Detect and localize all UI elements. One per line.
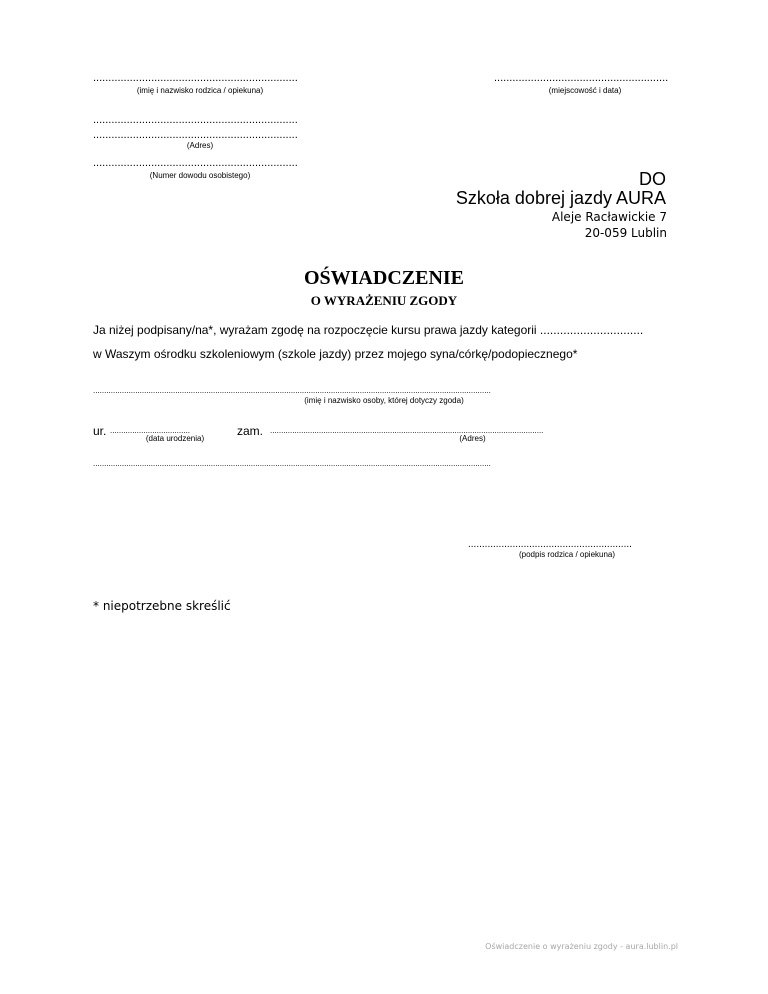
parent-name-caption: (imię i nazwisko rodzica / opiekuna)	[136, 86, 264, 95]
born-label: ur.	[93, 424, 107, 438]
person-name-dots[interactable]: ...................................................................................................................................................................................	[93, 386, 491, 395]
person-name-caption: (imię i nazwisko osoby, której dotyczy zgoda)	[304, 396, 464, 405]
parent-name-dots[interactable]: ...................................................................	[93, 72, 298, 84]
signature-caption: (podpis rodzica / opiekuna)	[518, 550, 616, 559]
address-caption: (Adres)	[186, 141, 214, 150]
document-subtitle	[0, 293, 768, 309]
extra-address-dots[interactable]: ...................................................................................................................................................................................	[93, 459, 491, 468]
place-date-caption: (miejscowość i data)	[548, 86, 622, 95]
consent-line-2: w Waszym ośrodku szkoleniowym (szkole jazdy) przez mojego syna/córkę/podopiecznego*	[93, 347, 578, 361]
place-date-dots[interactable]: .........................................................	[494, 72, 669, 84]
document-subtitle-text: O WYRAŻENIU ZGODY	[310, 293, 458, 308]
signature-dots[interactable]: ...........................................................	[468, 539, 632, 550]
recipient-street: Aleje Racławickie 7	[551, 210, 667, 224]
recipient-to: DO	[639, 169, 666, 189]
consent-line-1: Ja niżej podpisany/na*, wyrażam zgodę na rozpoczęcie kursu prawa jazdy kategorii ...............................	[93, 323, 644, 337]
born-caption: (data urodzenia)	[145, 434, 205, 443]
residence-label: zam.	[237, 424, 264, 438]
residence-caption: (Adres)	[459, 434, 486, 443]
address-dots-2[interactable]: ...................................................................	[93, 129, 298, 141]
address-dots-1[interactable]: ...................................................................	[93, 114, 298, 126]
residence-dots[interactable]: ...........................................................................................................................	[270, 426, 544, 435]
page-footer: Oświadczenie o wyrażeniu zgody - aura.lublin.pl	[485, 942, 678, 951]
document-title	[0, 266, 768, 290]
recipient-name: Szkoła dobrej jazdy AURA	[455, 188, 666, 208]
document-title-text: OŚWIADCZENIE	[303, 267, 465, 289]
id-number-caption: (Numer dowodu osobistego)	[149, 171, 251, 180]
footnote: * niepotrzebne skreślić	[93, 599, 231, 613]
recipient-city: 20-059 Lublin	[584, 226, 667, 240]
id-number-dots[interactable]: ...................................................................	[93, 157, 298, 169]
born-dots[interactable]: ....................................	[110, 426, 191, 435]
